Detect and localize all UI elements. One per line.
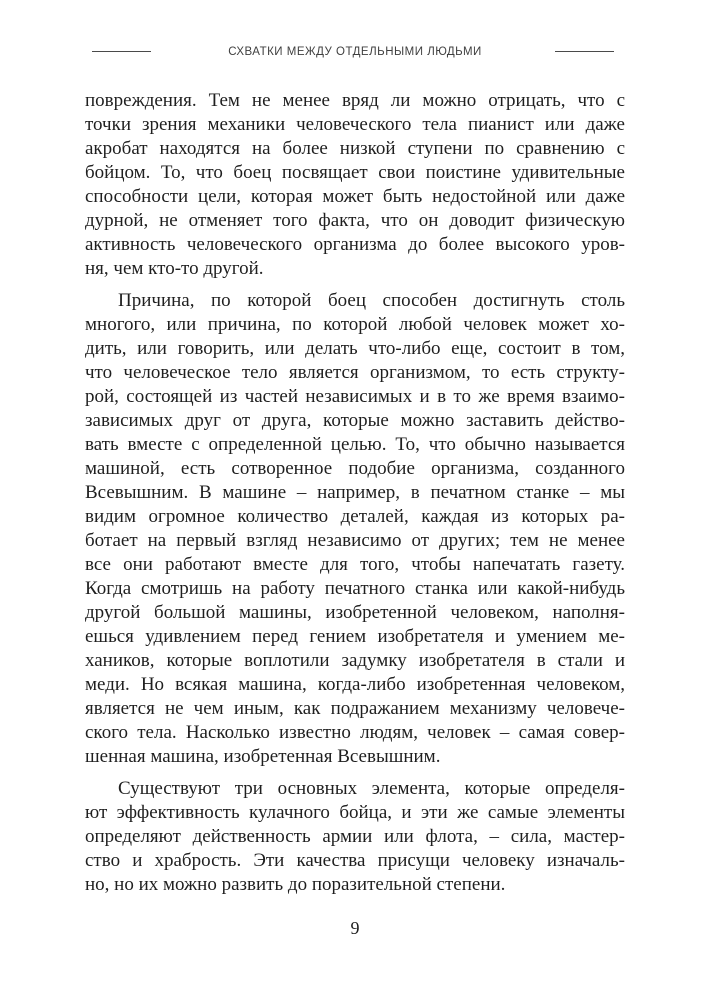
text-line: является не чем иным, как подражанием механизму человече- — [85, 698, 625, 719]
text-line: Существуют три основных элемента, которые определя- — [118, 778, 625, 799]
running-head-title: СХВАТКИ МЕЖДУ ОТДЕЛЬНЫМИ ЛЮДЬМИ — [228, 46, 482, 58]
text-line: активность человеческого организма до более высокого уров- — [85, 234, 625, 255]
text-line: все они работают вместе для того, чтобы напечатать газету. — [85, 554, 625, 575]
text-line: ня, чем кто-то другой. — [85, 258, 264, 279]
text-line: Всевышним. В машине – например, в печатном станке – мы — [85, 482, 625, 503]
text-line: но, но их можно развить до поразительной степени. — [85, 874, 506, 895]
header-rule-left-line — [92, 51, 151, 52]
paragraph — [85, 89, 625, 281]
paragraph — [85, 777, 625, 897]
paragraph — [85, 289, 625, 769]
text-line: хаников, которые воплотили задумку изобретателя в стали и — [85, 650, 625, 671]
text-line: ют эффективность кулачного бойца, и эти же самые элементы — [85, 802, 625, 823]
running-head — [85, 43, 625, 61]
text-line: зависимых друг от друга, которые можно заставить действо- — [85, 410, 625, 431]
text-line: способности цели, которая может быть недостойной или даже — [85, 186, 625, 207]
text-line: точки зрения механики человеческого тела пианист или даже — [85, 114, 625, 135]
text-line: видим огромное количество деталей, каждая из которых ра- — [85, 506, 625, 527]
text-line: акробат находятся на более низкой ступени по сравнению с — [85, 138, 625, 159]
text-line: дить, или говорить, или делать что-либо еще, состоит в том, — [85, 338, 625, 359]
page-body — [85, 89, 625, 897]
text-line: повреждения. Тем не менее вряд ли можно отрицать, что с — [85, 90, 625, 111]
text-line: ботает на первый взгляд независимо от других; тем не менее — [85, 530, 625, 551]
text-line: ство и храбрость. Эти качества присущи человеку изначаль- — [85, 850, 625, 871]
text-line: меди. Но всякая машина, когда-либо изобретенная человеком, — [85, 674, 625, 695]
text-line: что человеческое тело является организмом, то есть структу- — [85, 362, 625, 383]
header-rule-right-line — [555, 51, 614, 52]
text-line: машиной, есть сотворенное подобие организма, созданного — [85, 458, 625, 479]
text-line: шенная машина, изобретенная Всевышним. — [85, 746, 441, 767]
text-line: рой, состоящей из частей независимых и в то же время взаимо- — [85, 386, 625, 407]
page-footer — [85, 918, 625, 939]
text-line: Причина, по которой боец способен достигнуть столь — [118, 290, 625, 311]
text-line: многого, или причина, по которой любой человек может хо- — [85, 314, 625, 335]
text-line: ешься удивлением перед гением изобретателя и умением ме- — [85, 626, 625, 647]
text-line: другой большой машины, изобретенной человеком, наполня- — [85, 602, 625, 623]
text-line: дурной, не отменяет того факта, что он доводит физическую — [85, 210, 625, 231]
page-number: 9 — [350, 918, 360, 938]
text-line: определяют действенность армии или флота, – сила, мастер- — [85, 826, 625, 847]
text-line: бойцом. То, что боец посвящает свои поистине удивительные — [85, 162, 625, 183]
text-line: вать вместе с определенной целью. То, что обычно называется — [85, 434, 625, 455]
text-line: ского тела. Насколько известно людям, человек – самая совер- — [85, 722, 625, 743]
text-line: Когда смотришь на работу печатного станка или какой-нибудь — [85, 578, 625, 599]
